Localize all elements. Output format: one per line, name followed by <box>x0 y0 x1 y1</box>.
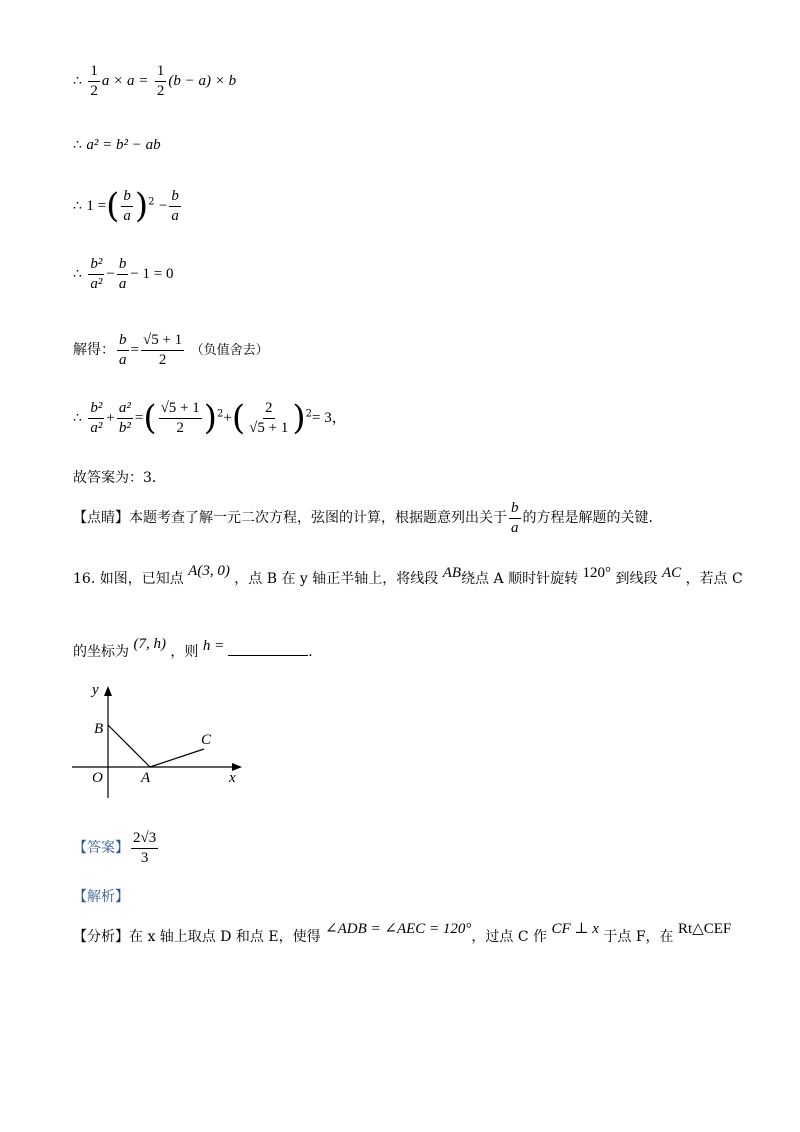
segment-ac: AC <box>661 565 682 581</box>
expr: a² = b² − ab <box>86 137 161 153</box>
fenxi-tag: 【分析】 <box>73 929 129 945</box>
right-triangle: Rt△CEF <box>678 921 732 937</box>
step-line-6: ∴ $\frac{\text{b²}}{\text{a²}}$ + $\frac{\text{a²}}{\text{b²}}$ =( $\frac{√5 + 1}{2}$ )$^2$+( $\frac{2}{√5 + 1}$ )$^2$= 3， <box>73 398 347 438</box>
note-negative-discarded: （负值舍去） <box>190 343 269 358</box>
point-c-coord: (7, h) <box>133 636 166 652</box>
answer-statement: 故答案为：3． <box>73 470 166 486</box>
answer-line <box>73 830 160 866</box>
fenxi-line: 【分析】在 x 轴上取点 D 和点 E，使得 ∠ADB = ∠AEC = 120°，过点 C 作 CF ⊥ x 于点 F，在 Rt△CEF <box>73 921 732 945</box>
segment-ab: AB <box>442 565 462 581</box>
step-line-1 <box>73 63 236 99</box>
therefore-symbol: ∴ <box>73 410 82 426</box>
fraction-b-over-a: $\frac{b}{a}$ <box>118 256 127 292</box>
step-line-5: 解得： $\frac{b}{a}$ = $\frac{√5 + 1}{2}$ （负值舍去） <box>73 332 269 368</box>
angle-condition: ∠ADB = ∠AEC = 120° <box>325 921 472 937</box>
label-o: O <box>92 770 103 786</box>
fraction-b2-over-a2: $\frac{\text{b²}}{\text{a²}}$ <box>90 256 103 292</box>
label-c: C <box>201 732 212 748</box>
answer-tag: 【答案】 <box>73 840 129 856</box>
question-16-line-2: 的坐标为 (7, h) ，则 h = ． <box>73 636 323 660</box>
comment-tag: 【点睛】 <box>73 510 129 526</box>
perpendicular: CF ⊥ x <box>551 921 599 937</box>
h-label: h = <box>202 638 225 654</box>
expr-left: a × a = <box>101 73 149 89</box>
fraction-b-over-a: $\frac{b}{a}$ <box>511 500 519 536</box>
segment-ac-line <box>150 749 204 767</box>
fraction-half-left: $\frac{1}{2}$ <box>90 63 98 99</box>
coordinate-figure <box>68 678 258 808</box>
expr-right: (b − a) × b <box>168 73 237 89</box>
expr-lhs: 1 = <box>86 198 107 214</box>
answer-blank <box>228 643 308 656</box>
fraction-a2-over-b2: $\frac{\text{a²}}{\text{b²}}$ <box>118 400 131 436</box>
therefore-symbol: ∴ <box>73 198 82 214</box>
fraction-phi: $\frac{√5 + 1}{2}$ <box>160 400 200 436</box>
label-x: x <box>229 770 236 786</box>
fraction-b-over-a-2: $\frac{b}{a}$ <box>171 188 179 224</box>
y-axis-arrow <box>104 686 112 696</box>
question-16-line-1: 16. 如图，已知点 A(3, 0) ，点 B 在 y 轴正半轴上，将线段 AB绕点 A 顺时针旋转 120° 到线段 AC ，若点 C <box>73 563 743 587</box>
solve-prefix: 解得： <box>73 342 115 358</box>
fraction-b-over-a: $\frac{b}{a}$ <box>123 188 131 224</box>
fraction-b2-over-a2: $\frac{\text{b²}}{\text{a²}}$ <box>90 400 103 436</box>
label-a: A <box>141 770 151 786</box>
label-b: B <box>94 721 104 737</box>
therefore-symbol: ∴ <box>73 137 82 153</box>
point-a: A(3, 0) <box>188 563 230 579</box>
step-line-2 <box>73 138 161 153</box>
step-line-3: ∴ 1 =( $\frac{b}{a}$ )$^2$ − $\frac{b}{a}$ <box>73 186 179 226</box>
therefore-symbol: ∴ <box>73 266 82 282</box>
comment-line: 【点睛】本题考查了解一元二次方程，弦图的计算，根据题意列出关于 $\frac{b}{a}$ 的方程是解题的关键． <box>73 500 663 536</box>
analysis-tag: 【解析】 <box>73 889 129 905</box>
fraction-root: $\frac{√5 + 1}{2}$ <box>142 332 183 368</box>
exponent: 2 <box>148 196 155 208</box>
rotation-angle: 120° <box>582 565 612 581</box>
fraction-b-over-a: $\frac{b}{a}$ <box>119 332 127 368</box>
fraction-half-right: $\frac{1}{2}$ <box>156 63 165 99</box>
expr-tail: = 3， <box>312 410 347 426</box>
answer-fraction: $\frac{2√3}{3}$ <box>133 830 157 866</box>
fraction-phi-inverse: $\frac{2}{√5 + 1}$ <box>249 400 289 436</box>
step-line-4: ∴ $\frac{\text{b²}}{\text{a²}}$ − $\frac{b}{a}$ − 1 = 0 <box>73 256 174 292</box>
therefore-symbol: ∴ <box>73 73 82 89</box>
minus-sign: − <box>158 198 168 214</box>
label-y: y <box>92 682 99 698</box>
segment-ab-line <box>108 725 150 767</box>
expr-tail: − 1 = 0 <box>130 266 174 282</box>
